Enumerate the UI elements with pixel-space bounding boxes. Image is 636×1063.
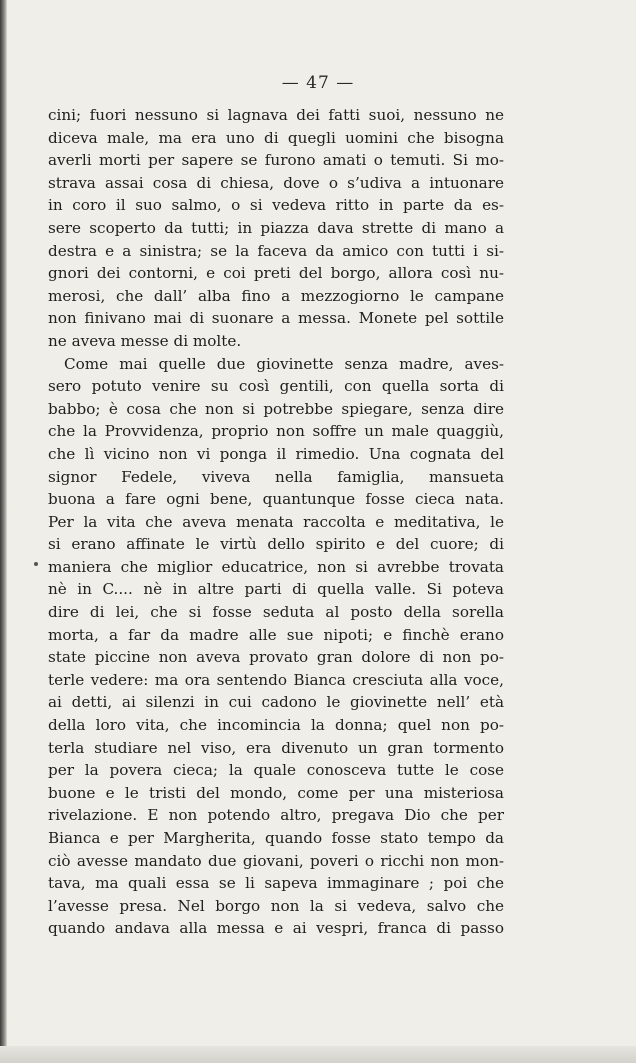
text-line: merosi, che dall’ alba fino a mezzogiorno le campane — [48, 286, 504, 305]
text-line: state piccine non aveva provato gran dolore di non po- — [48, 648, 504, 667]
page-number: — 47 — — [281, 73, 355, 93]
text-line: l’avesse presa. Nel borgo non la si vedeva, salvo che — [48, 896, 504, 915]
text-line: in coro il suo salmo, o si vedeva ritto in parte da es- — [48, 196, 504, 215]
text-line: buona a fare ogni bene, quantunque fosse cieca nata. — [48, 490, 504, 509]
text-line: per la povera cieca; la quale conosceva tutte le cose — [48, 761, 504, 780]
text-line: ciò avesse mandato due giovani, poveri o ricchi non mon- — [48, 851, 504, 870]
text-line: diceva male, ma era uno di quegli uomini che bisogna — [48, 128, 504, 147]
text-line: signor Fedele, viveva nella famiglia, mansueta — [48, 467, 504, 486]
text-line: che la Provvidenza, proprio non soffre un male quaggiù, — [48, 422, 504, 441]
text-line: sere scoperto da tutti; in piazza dava strette di mano a — [48, 218, 504, 237]
text-line: Come mai quelle due giovinette senza madre, aves- — [64, 354, 504, 373]
margin-dot — [34, 562, 38, 566]
text-line: averli morti per sapere se furono amati o temuti. Si mo- — [48, 151, 504, 170]
text-line: della loro vita, che incomincia la donna; quel non po- — [48, 716, 504, 735]
text-line: rivelazione. E non potendo altro, pregava Dio che per — [48, 806, 504, 825]
text-line: tava, ma quali essa se li sapeva immaginare ; poi che — [48, 874, 504, 893]
text-line: che lì vicino non vi ponga il rimedio. Una cognata del — [48, 444, 504, 463]
text-line: nè in C.... nè in altre parti di quella valle. Si poteva — [48, 580, 504, 599]
text-line: buone e le tristi del mondo, come per una misteriosa — [48, 783, 504, 802]
text-line: Per la vita che aveva menata raccolta e meditativa, le — [48, 512, 504, 531]
text-line: ai detti, ai silenzi in cui cadono le giovinette nell’ età — [48, 693, 504, 712]
text-line: morta, a far da madre alle sue nipoti; e finchè erano — [48, 625, 504, 644]
text-line: terle vedere: ma ora sentendo Bianca cresciuta alla voce, — [48, 670, 504, 689]
text-line: strava assai cosa di chiesa, dove o s’udiva a intuonare — [48, 173, 504, 192]
text-line: Bianca e per Margherita, quando fosse stato tempo da — [48, 829, 504, 847]
text-line: sero potuto venire su così gentili, con quella sorta di — [48, 377, 504, 396]
text-line: quando andava alla messa e ai vespri, franca di passo — [48, 919, 504, 938]
text-line: ne aveva messe di molte. — [48, 331, 242, 350]
text-line: maniera che miglior educatrice, non si avrebbe trovata — [48, 557, 504, 576]
text-line: non finivano mai di suonare a messa. Monete pel sottile — [48, 309, 504, 328]
text-line: terla studiare nel viso, era divenuto un gran tormento — [48, 738, 504, 757]
text-line: dire di lei, che si fosse seduta al posto della sorella — [48, 603, 504, 622]
text-line: si erano affinate le virtù dello spirito e del cuore; di — [48, 535, 504, 554]
text-line: cini; fuori nessuno si lagnava dei fatti suoi, nessuno ne — [48, 106, 504, 124]
page-text — [48, 104, 504, 940]
text-line: gnori dei contorni, e coi preti del borgo, allora così nu- — [48, 264, 504, 283]
book-spine-shadow — [0, 0, 7, 1063]
text-line: babbo; è cosa che non si potrebbe spiegare, senza dire — [48, 399, 504, 418]
text-line: destra e a sinistra; se la faceva da amico con tutti i si- — [48, 241, 504, 260]
page-bottom-edge — [0, 1046, 636, 1063]
